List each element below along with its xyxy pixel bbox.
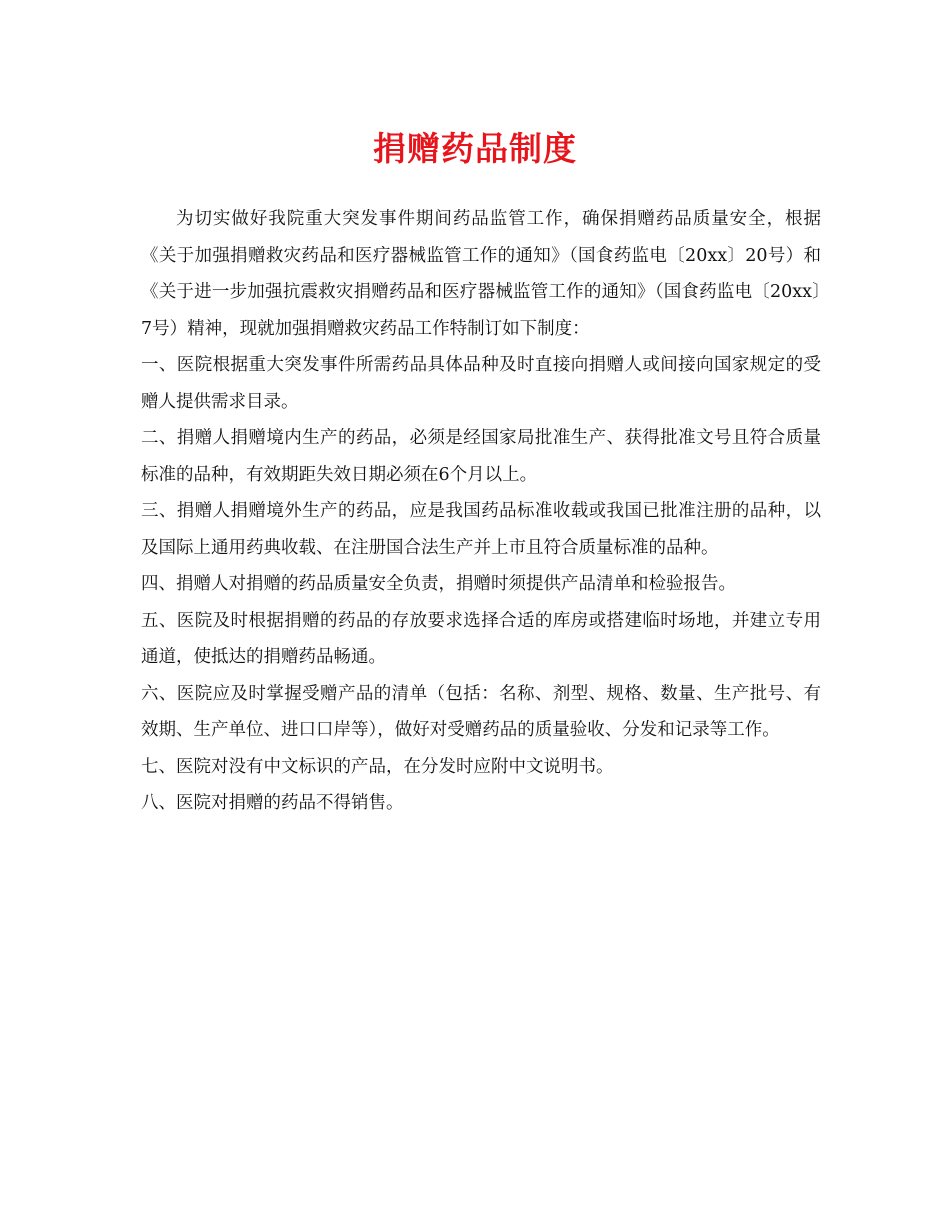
- clause-5: 五、医院及时根据捐赠的药品的存放要求选择合适的库房或搭建临时场地，并建立专用通道，使抵达的捐赠药品畅通。: [141, 610, 821, 667]
- clause-4: 四、捐赠人对捐赠的药品质量安全负责，捐赠时须提供产品清单和检验报告。: [141, 574, 736, 594]
- intro-paragraph: 为切实做好我院重大突发事件期间药品监管工作，确保捐赠药品质量安全，根据《关于加强捐赠救灾药品和医疗器械监管工作的通知》（国食药监电〔20xx〕20号）和《关于进一步加强抗震救灾捐赠药品和医疗器械监管工作的通知》（国食药监电〔20xx〕7号）精神，现就加强捐赠救灾药品工作特制订如下制度：: [141, 209, 821, 339]
- clause-3: 三、捐赠人捐赠境外生产的药品，应是我国药品标准收载或我国已批准注册的品种，以及国际上通用药典收载、在注册国合法生产并上市且符合质量标准的品种。: [141, 501, 821, 558]
- clause-1: 一、医院根据重大突发事件所需药品具体品种及时直接向捐赠人或间接向国家规定的受赠人提供需求目录。: [141, 355, 821, 412]
- page-title: 捐赠药品制度: [373, 129, 577, 168]
- clause-8: 八、医院对捐赠的药品不得销售。: [141, 793, 404, 813]
- clause-2: 二、捐赠人捐赠境内生产的药品，必须是经国家局批准生产、获得批准文号且符合质量标准的品种，有效期距失效日期必须在6个月以上。: [141, 428, 821, 485]
- clause-6: 六、医院应及时掌握受赠产品的清单（包括：名称、剂型、规格、数量、生产批号、有效期、生产单位、进口口岸等），做好对受赠药品的质量验收、分发和记录等工作。: [141, 683, 821, 740]
- document-body: [141, 201, 821, 822]
- clause-7: 七、医院对没有中文标识的产品，在分发时应附中文说明书。: [141, 756, 614, 777]
